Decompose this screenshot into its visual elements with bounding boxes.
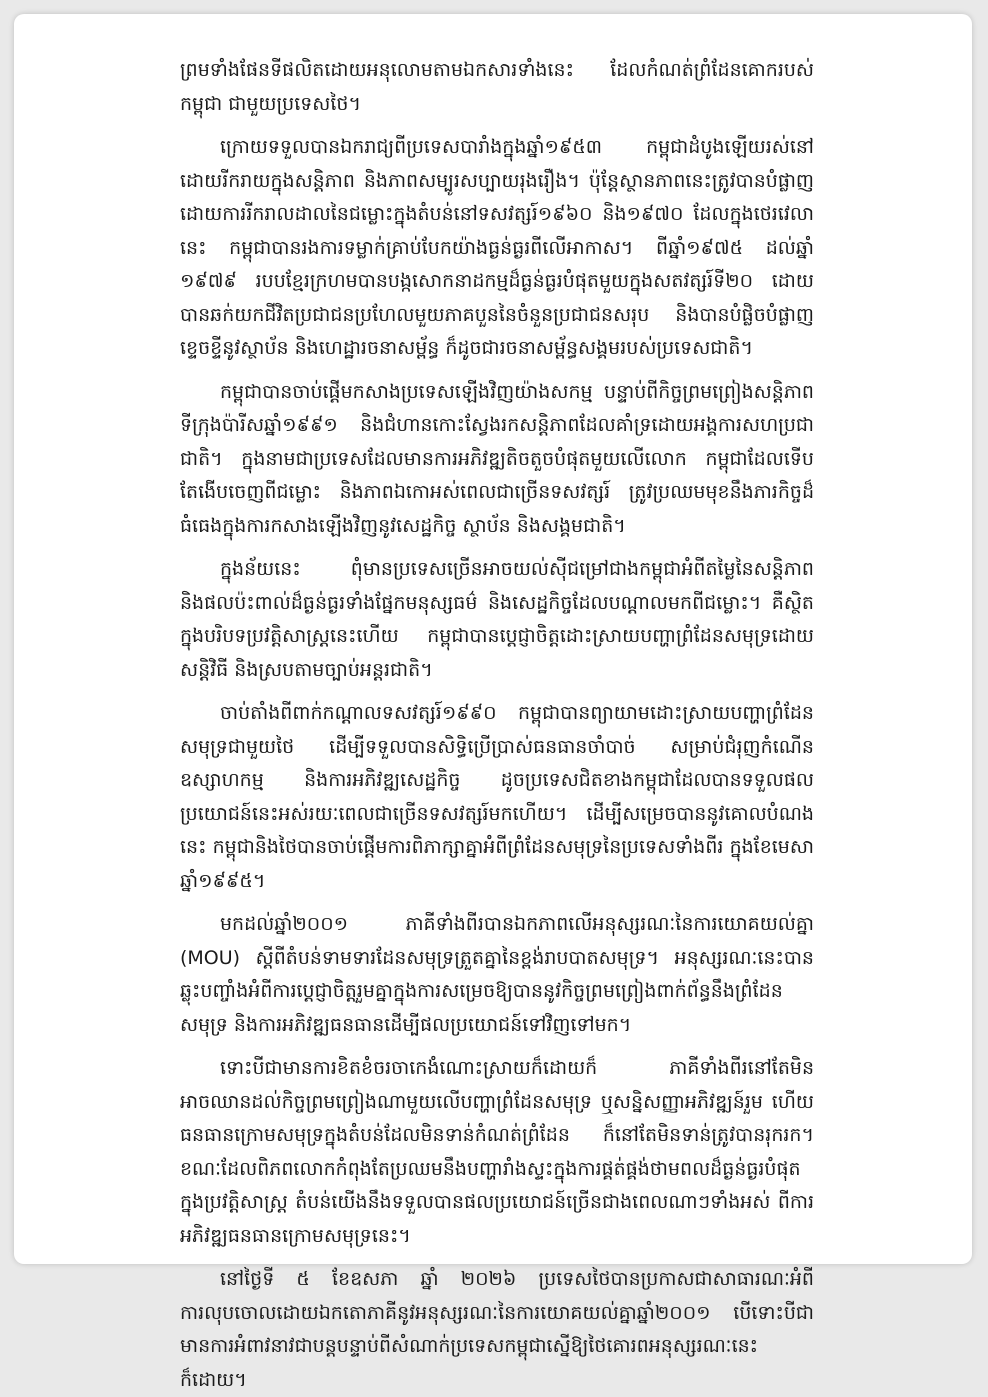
- paragraph-5: ចាប់តាំងពីពាក់កណ្តាលទសវត្សរ៍១៩៩០ កម្ពុជាបានព្យាយាមដោះស្រាយបញ្ហាព្រំដែនសមុទ្រជាមួយថៃ ដើម្បីទទួលបានសិទ្ធិប្រើប្រាស់ធនធានចាំបាច់ សម្រាប់ជំរុញកំណើនឧស្សាហកម្ម និងការអភិវឌ្ឍសេដ្ឋកិច្ច ដូចប្រទេសជិតខាងកម្ពុជាដែលបានទទួលផលប្រយោជន៍នេះអស់រយៈពេលជាច្រើនទសវត្សរ៍មកហើយ។ ដើម្បីសម្រេចបាននូវគោលបំណងនេះ កម្ពុជានិងថៃបានចាប់ផ្តើមការពិភាក្សាគ្នាអំពីព្រំដែនសមុទ្រនៃប្រទេសទាំងពីរ ក្នុងខែមេសា ឆ្នាំ១៩៩៥។: [180, 702, 814, 892]
- paragraph-6: មកដល់ឆ្នាំ២០០១ ភាគីទាំងពីរបានឯកភាពលើអនុស្សរណៈនៃការយោគយល់គ្នា (MOU) ស្តីពីតំបន់ទាមទារដែនសមុទ្រត្រួតគ្នានៃខ្ពង់រាបបាតសមុទ្រ។ អនុស្សរណៈនេះបានឆ្លុះបញ្ចាំងអំពីការប្តេជ្ញាចិត្តរួមគ្នាក្នុងការសម្រេចឱ្យបាននូវកិច្ចព្រមព្រៀងពាក់ព័ន្ធនឹងព្រំដែនសមុទ្រ និងការអភិវឌ្ឍធនធានដើម្បីផលប្រយោជន៍ទៅវិញទៅមក។: [180, 913, 814, 1036]
- paragraph-8: នៅថ្ងៃទី ៥ ខែឧសភា ឆ្នាំ ២០២៦ ប្រទេសថៃបានប្រកាសជាសាធារណៈអំពីការលុបចោលដោយឯកតោភាគីនូវអនុស្សរណៈនៃការយោគយល់គ្នាឆ្នាំ២០០១ បើទោះបីជាមានការអំពាវនាវជាបន្តបន្ទាប់ពីសំណាក់ប្រទេសកម្ពុជាស្នើឱ្យថៃគោរពអនុស្សរណៈនេះក៏ដោយ។: [180, 1268, 814, 1391]
- paragraph-2: ក្រោយទទួលបានឯករាជ្យពីប្រទេសបារាំងក្នុងឆ្នាំ១៩៥៣ កម្ពុជាដំបូងឡើយរស់នៅដោយរីករាយក្នុងសន្តិភាព និងភាពសម្បូរសប្បាយរុងរឿង។ ប៉ុន្តែស្ថានភាពនេះត្រូវបានបំផ្លាញដោយការរីករាលដាលនៃជម្លោះក្នុងតំបន់នៅទសវត្សរ៍១៩៦០ និង១៩៧០ ដែលក្នុងថេរវេលានេះ កម្ពុជាបានរងការទម្លាក់គ្រាប់បែកយ៉ាងធ្ងន់ធ្ងរពីលើអាកាស។ ពីឆ្នាំ១៩៧៥ ដល់ឆ្នាំ ១៩៧៩ របបខ្មែរក្រហមបានបង្កសោកនាដកម្មដ៏ធ្ងន់ធ្ងរបំផុតមួយក្នុងសតវត្សរ៍ទី២០ ដោយបានឆក់យកជីវិតប្រជាជនប្រហែលមួយភាគបួននៃចំនួនប្រជាជនសរុប និងបានបំផ្លិចបំផ្លាញខ្ទេចខ្ទីនូវស្ថាប័ន និងហេដ្ឋារចនាសម្ព័ន្ធ ក៏ដូចជារចនាសម្ព័ន្ធសង្គមរបស់ប្រទេសជាតិ។: [180, 136, 814, 359]
- paragraph-4: ក្នុងន័យនេះ ពុំមានប្រទេសច្រើនអាចយល់ស៊ីជម្រៅជាងកម្ពុជាអំពីតម្លៃនៃសន្តិភាព និងផលប៉ះពាល់ដ៏ធ្ងន់ធ្ងរទាំងផ្នែកមនុស្សធម៌ និងសេដ្ឋកិច្ចដែលបណ្តាលមកពីជម្លោះ។ គឺស្ថិតក្នុងបរិបទប្រវត្តិសាស្ត្រនេះហើយ កម្ពុជាបានប្តេជ្ញាចិត្តដោះស្រាយបញ្ហាព្រំដែនសមុទ្រដោយសន្តិវិធី និងស្របតាមច្បាប់អន្តរជាតិ។: [180, 558, 814, 681]
- paragraph-3: កម្ពុជាបានចាប់ផ្តើមកសាងប្រទេសឡើងវិញយ៉ាងសកម្ម បន្ទាប់ពីកិច្ចព្រមព្រៀងសន្តិភាពទីក្រុងប៉ារីសឆ្នាំ១៩៩១ និងជំហានកោះស្វែងរកសន្តិភាពដែលគាំទ្រដោយអង្គការសហប្រជាជាតិ។ ក្នុងនាមជាប្រទេសដែលមានការអភិវឌ្ឍតិចតួចបំផុតមួយលើលោក កម្ពុជាដែលទើបតែងើបចេញពីជម្លោះ និងភាពឯកោអស់ពេលជាច្រើនទសវត្សរ៍ ត្រូវប្រឈមមុខនឹងភារកិច្ចដ៏ធំធេងក្នុងការកសាងឡើងវិញនូវសេដ្ឋកិច្ច ស្ថាប័ន និងសង្គមជាតិ។: [180, 380, 814, 537]
- paragraph-7: ទោះបីជាមានការខិតខំចរចាកេងំណោះស្រាយក៏ដោយក៏ ភាគីទាំងពីរនៅតែមិនអាចឈានដល់កិច្ចព្រមព្រៀងណាមួយលើបញ្ហាព្រំដែនសមុទ្រ ឬសន្និសញ្ញាអភិវឌ្ឍន៍រួម ហើយធនធានក្រោមសមុទ្រក្នុងតំបន់ដែលមិនទាន់កំណត់ព្រំដែន ក៏នៅតែមិនទាន់ត្រូវបានរុករក។ ខណៈដែលពិភពលោកកំពុងតែប្រឈមនឹងបញ្ហារាំងស្ទះក្នុងការផ្គត់ផ្គង់ថាមពលដ៏ធ្ងន់ធ្ងរបំផុតក្នុងប្រវត្តិសាស្ត្រ តំបន់យើងនឹងទទួលបានផលប្រយោជន៍ច្រើនជាងពេលណាៗទាំងអស់ ពីការអភិវឌ្ឍធនធានក្រោមសមុទ្រនេះ។: [180, 1057, 814, 1247]
- paragraph-1: ព្រមទាំងផែនទីផលិតដោយអនុលោមតាមឯកសារទាំងនេះ ដែលកំណត់ព្រំដែនគោករបស់កម្ពុជា ជាមួយប្រទេសថៃ។: [180, 59, 814, 115]
- document-page: [14, 14, 972, 1391]
